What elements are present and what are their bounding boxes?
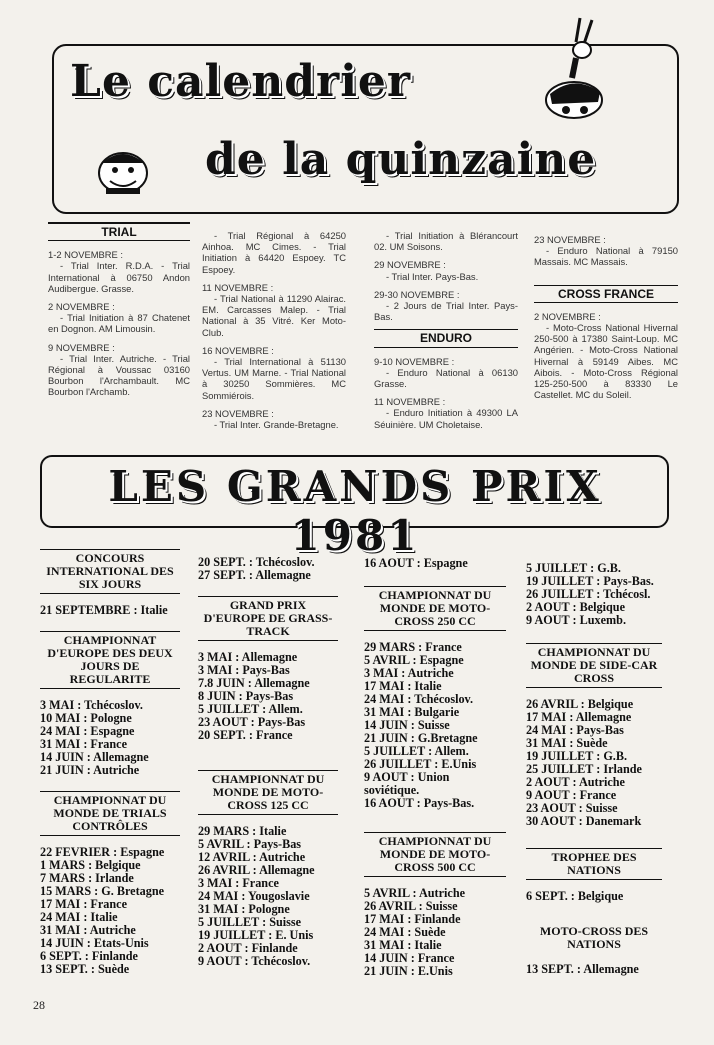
gp-line: 24 MAI : Espagne [40,724,135,738]
gp-line: 14 JUIN : Suisse [364,718,450,732]
gp-line: 16 AOUT : Espagne [364,556,468,570]
entry-text: - Trial International à 51130 Vertus. UM Marne. - Trial National à 30250 Sommières. MC Sommiérois. [202,356,346,401]
gp-line: 21 JUIN : Autriche [40,763,140,777]
gp-column-3 [364,557,506,978]
gp-line: 7 MARS : Irlande [40,871,134,885]
gp-line: 17 MAI : Italie [364,679,442,693]
entry-text: - 2 Jours de Trial Inter. Pays-Bas. [374,300,518,323]
entry-date: 1-2 NOVEMBRE : [48,249,124,261]
gp-section-title: CHAMPIONNAT DU MONDE DE MOTO-CROSS 500 CC [364,832,506,877]
gp-line: 15 MARS : G. Bretagne [40,884,165,898]
gp-line: 2 AOUT : Autriche [526,775,625,789]
gp-line: 8 JUIN : Pays-Bas [198,689,294,703]
gp-section-title: CHAMPIONNAT DU MONDE DE MOTO-CROSS 125 CC [198,770,338,815]
gp-section-title: CHAMPIONNAT DU MONDE DE MOTO-CROSS 250 CC [364,586,506,631]
gp-section-title: GRAND PRIX D'EUROPE DE GRASS-TRACK [198,596,338,641]
entry-date: 16 NOVEMBRE : [202,344,274,356]
entry-date: 23 NOVEMBRE : [202,407,274,419]
entry-date: 23 NOVEMBRE : [534,234,606,245]
gp-line: 6 SEPT. : Finlande [40,949,138,963]
gp-line: 21 JUIN : G.Bretagne [364,731,478,745]
gp-section-title: TROPHEE DES NATIONS [526,848,662,880]
gp-line: 3 MAI : Tchécoslov. [40,698,143,712]
gp-line: 2 AOUT : Finlande [198,941,298,955]
gp-line: 3 MAI : Autriche [364,666,454,680]
gp-line: 9 AOUT : Luxemb. [526,613,626,627]
grands-prix-banner-title: LES GRANDS PRIX 1981 [108,462,602,560]
gp-line: 30 AOUT : Danemark [526,814,642,828]
calendar-column-3 [374,230,518,437]
gp-section-title: CHAMPIONNAT D'EUROPE DES DEUX JOURS DE REGULARITE [40,631,180,689]
gp-line: 20 SEPT. : France [198,728,293,742]
gp-line: 1 MARS : Belgique [40,858,141,872]
category-trial: TRIAL [48,222,190,241]
entry-text: - Enduro National à 79150 Massais. MC Massais. [534,245,678,268]
gp-line: 24 MAI : Suède [364,925,446,939]
gp-line: 29 MARS : Italie [198,824,287,838]
gp-line: 17 MAI : Finlande [364,912,461,926]
gp-line: 31 MAI : Suède [526,736,608,750]
gp-line: 3 MAI : Allemagne [198,650,298,664]
entry-date: 11 NOVEMBRE : [202,281,274,293]
gp-line: 27 SEPT. : Allemagne [198,568,311,582]
gp-line: 19 JUILLET : Pays-Bas. [526,574,654,588]
calendar-column-1 [48,222,190,405]
gp-line: 26 AVRIL : Suisse [364,899,458,913]
gp-section-title: CONCOURS INTERNATIONAL DES SIX JOURS [40,549,180,594]
gp-line: 2 AOUT : Belgique [526,600,625,614]
gp-line: 26 AVRIL : Allemagne [198,863,315,877]
page-number: 28 [33,998,45,1012]
entry-text: - Enduro National à 06130 Grasse. [374,366,518,390]
entry-date: 29-30 NOVEMBRE : [374,288,460,300]
gp-column-2 [198,556,338,968]
gp-line: 5 JUILLET : Allem. [364,744,469,758]
gp-line: 21 JUIN : E.Unis [364,964,453,978]
entry-text: - Trial Inter. Pays-Bas. [386,270,479,282]
category-enduro: ENDURO [374,329,518,347]
gp-line: 23 AOUT : Pays-Bas [198,715,306,729]
gp-column-4 [526,562,662,976]
gp-line: 5 AVRIL : Autriche [364,886,466,900]
gp-line: 10 MAI : Pologne [40,711,132,725]
gp-line: 29 MARS : France [364,640,462,654]
gp-line: 5 JUILLET : G.B. [526,561,621,575]
gp-line: 5 AVRIL : Espagne [364,653,464,667]
entry-text: - Trial Inter. Grande-Bretagne. [214,419,339,431]
entry-text: - Trial Initiation à Blérancourt 02. UM Soisons. [374,230,518,253]
entry-text: - Trial Initiation à 87 Chatenet en Dognon. AM Limousin. [48,312,190,335]
gp-line: 14 JUIN : Etats-Unis [40,936,149,950]
cartoon-face-illustration [92,143,154,201]
cartoon-rider-illustration [536,14,616,126]
entry-text: - Trial Inter. R.D.A. - Trial International à 06750 Andon Audibergue. Grasse. [48,260,190,294]
gp-line: 31 MAI : Pologne [198,902,290,916]
gp-line: 5 JUILLET : Suisse [198,915,302,929]
entry-text: - Trial National à 11290 Alairac. EM. Carcasses Malep. - Trial National à 35 Vitré. Ker Moto-Club. [202,293,346,338]
entry-text: - Enduro Initiation à 49300 LA Séuinière. UM Choletaise. [374,407,518,430]
gp-section-title: MOTO-CROSS DES NATIONS [539,924,649,951]
gp-line: 23 AOUT : Suisse [526,801,618,815]
gp-line: 6 SEPT. : Belgique [526,889,624,903]
gp-line: 26 JUILLET : Tchécosl. [526,587,651,601]
gp-line: 26 AVRIL : Belgique [526,697,634,711]
gp-line: 26 JUILLET : E.Unis [364,757,477,771]
gp-line: 14 JUIN : Allemagne [40,750,149,764]
entry-text: - Moto-Cross National Hivernal 250-500 à 17380 Saint-Loup. MC Angérien. - Moto-Cross National Hivernal à 59149 Aibes. MC Aibois. - Moto-Cross Régional 125-250-500 à 83330 Le Castellet. MC du Soleil. [534,322,678,401]
gp-section-title: CHAMPIONNAT DU MONDE DE SIDE-CAR CROSS [526,643,662,688]
entry-text: - Trial Régional à 64250 Ainhoa. MC Cimes. - Trial Initiation à 64420 Espoey. TC Espoey. [202,230,346,275]
gp-line: 25 JUILLET : Irlande [526,762,642,776]
gp-line: 7.8 JUIN : Allemagne [198,676,310,690]
gp-line: 17 MAI : France [40,897,127,911]
gp-line: 14 JUIN : France [364,951,455,965]
gp-line: 31 MAI : Italie [364,938,442,952]
gp-line: 24 MAI : Italie [40,910,118,924]
gp-section-title: CHAMPIONNAT DU MONDE DE TRIALS CONTRÔLES [40,791,180,836]
gp-line: 19 JUILLET : G.B. [526,749,628,763]
gp-line: 9 AOUT : Tchécoslov. [198,954,311,968]
gp-line: 31 MAI : France [40,737,127,751]
gp-line: 21 SEPTEMBRE : Italie [40,603,168,617]
gp-line: 24 MAI : Yougoslavie [198,889,310,903]
entry-date: 29 NOVEMBRE : [374,259,446,271]
gp-line: 5 JUILLET : Allem. [198,702,303,716]
entry-date: 9-10 NOVEMBRE : [374,355,455,367]
gp-line: 9 AOUT : Union soviétique. [364,770,450,797]
gp-line: 24 MAI : Tchécoslov. [364,692,474,706]
entry-date: 2 NOVEMBRE : [48,301,115,313]
header-title-line2: de la quinzaine [205,134,597,185]
entry-text: - Trial Inter. Autriche. - Trial Régional à Voussac 03160 Bourbon l'Archambault. MC Bourbon l'Archamb. [48,352,190,398]
gp-line: 19 JUILLET : E. Unis [198,928,314,942]
gp-line: 9 AOUT : France [526,788,617,802]
gp-line: 20 SEPT. : Tchécoslov. [198,555,315,569]
gp-line: 31 MAI : Autriche [40,923,136,937]
entry-date: 2 NOVEMBRE : [534,310,601,322]
gp-line: 13 SEPT. : Suède [40,962,130,976]
gp-line: 17 MAI : Allemagne [526,710,632,724]
category-cross-france: CROSS FRANCE [534,285,678,303]
gp-line: 13 SEPT. : Allemagne [526,962,639,976]
gp-line: 12 AVRIL : Autriche [198,850,306,864]
entry-date: 9 NOVEMBRE : [48,341,115,353]
gp-line: 22 FEVRIER : Espagne [40,845,165,859]
header-title-line1: Le calendrier [70,56,412,107]
gp-line: 31 MAI : Bulgarie [364,705,460,719]
calendar-column-2 [202,230,346,437]
gp-line: 24 MAI : Pays-Bas [526,723,624,737]
gp-line: 3 MAI : France [198,876,279,890]
gp-column-1 [40,549,180,976]
gp-line: 16 AOUT : Pays-Bas. [364,796,475,810]
entry-date: 11 NOVEMBRE : [374,396,446,408]
gp-line: 5 AVRIL : Pays-Bas [198,837,302,851]
calendar-column-4 [534,234,678,407]
gp-line: 3 MAI : Pays-Bas [198,663,290,677]
